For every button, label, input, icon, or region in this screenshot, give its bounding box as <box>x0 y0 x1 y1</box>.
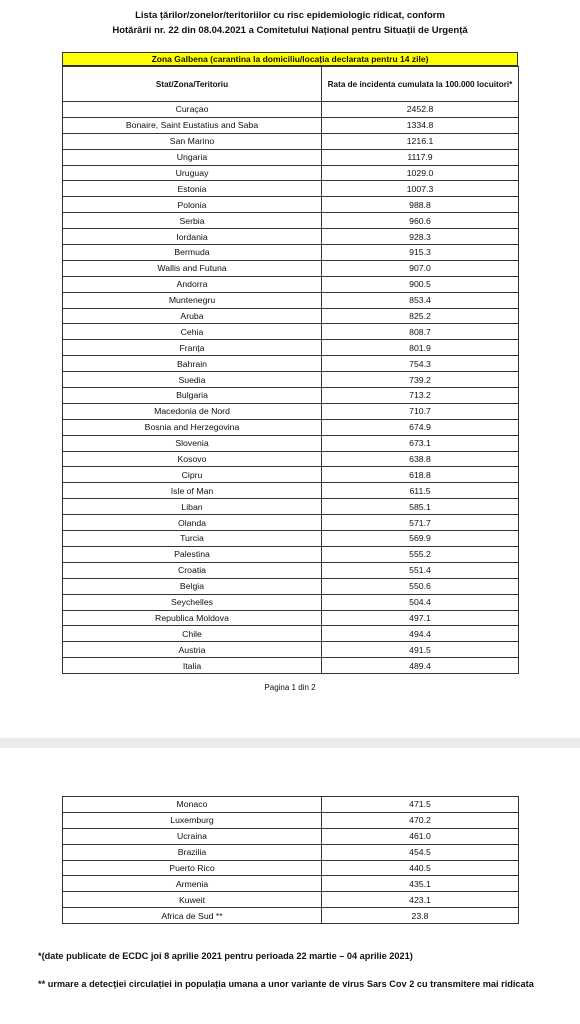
table-row <box>63 451 519 467</box>
country-cell: Bahrain <box>63 356 322 372</box>
table-header-row <box>63 67 519 102</box>
table-row <box>63 610 519 626</box>
column-header-incidence: Rata de incidenta cumulata la 100.000 locuitori* <box>322 67 519 102</box>
incidence-cell: 569.9 <box>322 531 519 547</box>
country-cell: Olanda <box>63 515 322 531</box>
risk-countries-table-continued <box>62 796 519 924</box>
country-cell: San Marino <box>63 133 322 149</box>
country-cell: Curaçao <box>63 102 322 118</box>
incidence-cell: 470.2 <box>322 812 519 828</box>
table-row <box>63 117 519 133</box>
incidence-cell: 2452.8 <box>322 102 519 118</box>
table-row <box>63 197 519 213</box>
table-row <box>63 133 519 149</box>
country-cell: Monaco <box>63 797 322 813</box>
table-row <box>63 908 519 924</box>
country-cell: Aruba <box>63 308 322 324</box>
country-cell: Kosovo <box>63 451 322 467</box>
incidence-cell: 491.5 <box>322 642 519 658</box>
incidence-cell: 928.3 <box>322 229 519 245</box>
incidence-cell: 1007.3 <box>322 181 519 197</box>
country-cell: Wallis and Futuna <box>63 260 322 276</box>
table-row <box>63 388 519 404</box>
country-cell: Ungaria <box>63 149 322 165</box>
table-row <box>63 531 519 547</box>
country-cell: Macedonia de Nord <box>63 403 322 419</box>
table-row <box>63 642 519 658</box>
table-row <box>63 292 519 308</box>
incidence-cell: 471.5 <box>322 797 519 813</box>
incidence-cell: 489.4 <box>322 658 519 674</box>
table-row <box>63 102 519 118</box>
footnote-variants: ** urmare a detecției circulației in populația umana a unor variante de virus Sars Cov 2 cu transmitere mai ridicata <box>38 979 534 989</box>
table-body-page-1 <box>63 102 519 674</box>
incidence-cell: 900.5 <box>322 276 519 292</box>
incidence-cell: 1216.1 <box>322 133 519 149</box>
incidence-cell: 853.4 <box>322 292 519 308</box>
country-cell: Italia <box>63 658 322 674</box>
incidence-cell: 801.9 <box>322 340 519 356</box>
country-cell: Estonia <box>63 181 322 197</box>
document-title-line-2: Hotărârii nr. 22 din 08.04.2021 a Comitetului Național pentru Situații de Urgență <box>112 25 468 36</box>
country-cell: Belgia <box>63 578 322 594</box>
table-row <box>63 562 519 578</box>
incidence-cell: 710.7 <box>322 403 519 419</box>
incidence-cell: 461.0 <box>322 828 519 844</box>
country-cell: Serbia <box>63 213 322 229</box>
country-cell: Polonia <box>63 197 322 213</box>
table-row <box>63 372 519 388</box>
country-cell: Brazilia <box>63 844 322 860</box>
incidence-cell: 808.7 <box>322 324 519 340</box>
country-cell: Slovenia <box>63 435 322 451</box>
country-cell: Ucraina <box>63 828 322 844</box>
country-cell: Republica Moldova <box>63 610 322 626</box>
incidence-cell: 571.7 <box>322 515 519 531</box>
country-cell: Suedia <box>63 372 322 388</box>
table-row <box>63 308 519 324</box>
table-body-page-2 <box>63 797 519 924</box>
country-cell: Chile <box>63 626 322 642</box>
table-row <box>63 483 519 499</box>
table-row <box>63 499 519 515</box>
incidence-cell: 497.1 <box>322 610 519 626</box>
country-cell: Bosnia and Herzegovina <box>63 419 322 435</box>
incidence-cell: 1029.0 <box>322 165 519 181</box>
incidence-cell: 638.8 <box>322 451 519 467</box>
incidence-cell: 907.0 <box>322 260 519 276</box>
table-row <box>63 658 519 674</box>
table-row <box>63 844 519 860</box>
incidence-cell: 915.3 <box>322 245 519 261</box>
table-row <box>63 797 519 813</box>
incidence-cell: 674.9 <box>322 419 519 435</box>
country-cell: Uruguay <box>63 165 322 181</box>
table-row <box>63 860 519 876</box>
table-row <box>63 229 519 245</box>
incidence-cell: 618.8 <box>322 467 519 483</box>
table-row <box>63 260 519 276</box>
table-row <box>63 594 519 610</box>
table-row <box>63 892 519 908</box>
incidence-cell: 435.1 <box>322 876 519 892</box>
incidence-cell: 960.6 <box>322 213 519 229</box>
table-row <box>63 324 519 340</box>
incidence-cell: 550.6 <box>322 578 519 594</box>
country-cell: Liban <box>63 499 322 515</box>
country-cell: Turcia <box>63 531 322 547</box>
table-row <box>63 149 519 165</box>
footnote-ecdc-source: *(date publicate de ECDC joi 8 aprilie 2021 pentru perioada 22 martie – 04 aprilie 2021) <box>38 951 413 961</box>
country-cell: Cehia <box>63 324 322 340</box>
country-cell: Cipru <box>63 467 322 483</box>
table-row <box>63 828 519 844</box>
document-title-line-1: Lista țărilor/zonelor/teritoriilor cu risc epidemiologic ridicat, conform <box>135 10 445 21</box>
incidence-cell: 611.5 <box>322 483 519 499</box>
table-row <box>63 515 519 531</box>
country-cell: Africa de Sud ** <box>63 908 322 924</box>
country-cell: Muntenegru <box>63 292 322 308</box>
table-row <box>63 356 519 372</box>
incidence-cell: 1334.8 <box>322 117 519 133</box>
incidence-cell: 673.1 <box>322 435 519 451</box>
country-cell: Palestina <box>63 546 322 562</box>
country-cell: Iordania <box>63 229 322 245</box>
country-cell: Andorra <box>63 276 322 292</box>
country-cell: Isle of Man <box>63 483 322 499</box>
country-cell: Bonaire, Saint Eustatius and Saba <box>63 117 322 133</box>
table-row <box>63 812 519 828</box>
table-row <box>63 419 519 435</box>
country-cell: Croatia <box>63 562 322 578</box>
column-header-country: Stat/Zona/Teritoriu <box>63 67 322 102</box>
table-row <box>63 435 519 451</box>
table-row <box>63 276 519 292</box>
table-row <box>63 467 519 483</box>
country-cell: Franța <box>63 340 322 356</box>
country-cell: Bulgaria <box>63 388 322 404</box>
incidence-cell: 454.5 <box>322 844 519 860</box>
incidence-cell: 494.4 <box>322 626 519 642</box>
incidence-cell: 585.1 <box>322 499 519 515</box>
country-cell: Kuweit <box>63 892 322 908</box>
table-row <box>63 876 519 892</box>
table-row <box>63 403 519 419</box>
incidence-cell: 504.4 <box>322 594 519 610</box>
incidence-cell: 754.3 <box>322 356 519 372</box>
table-row <box>63 546 519 562</box>
incidence-cell: 825.2 <box>322 308 519 324</box>
country-cell: Seychelles <box>63 594 322 610</box>
country-cell: Armenia <box>63 876 322 892</box>
country-cell: Puerto Rico <box>63 860 322 876</box>
country-cell: Bermuda <box>63 245 322 261</box>
incidence-cell: 988.8 <box>322 197 519 213</box>
incidence-cell: 440.5 <box>322 860 519 876</box>
document-page-2 <box>0 748 580 1024</box>
incidence-cell: 551.4 <box>322 562 519 578</box>
table-row <box>63 213 519 229</box>
table-row <box>63 181 519 197</box>
incidence-cell: 739.2 <box>322 372 519 388</box>
table-row <box>63 578 519 594</box>
table-row <box>63 245 519 261</box>
risk-countries-table <box>62 66 519 674</box>
table-row <box>63 626 519 642</box>
incidence-cell: 555.2 <box>322 546 519 562</box>
table-row <box>63 340 519 356</box>
incidence-cell: 423.1 <box>322 892 519 908</box>
country-cell: Austria <box>63 642 322 658</box>
incidence-cell: 1117.9 <box>322 149 519 165</box>
incidence-cell: 713.2 <box>322 388 519 404</box>
country-cell: Luxemburg <box>63 812 322 828</box>
page-number: Pagina 1 din 2 <box>264 683 316 692</box>
table-row <box>63 165 519 181</box>
incidence-cell: 23.8 <box>322 908 519 924</box>
zone-galbena-banner: Zona Galbena (carantina la domiciliu/locația declarata pentru 14 zile) <box>62 52 518 66</box>
